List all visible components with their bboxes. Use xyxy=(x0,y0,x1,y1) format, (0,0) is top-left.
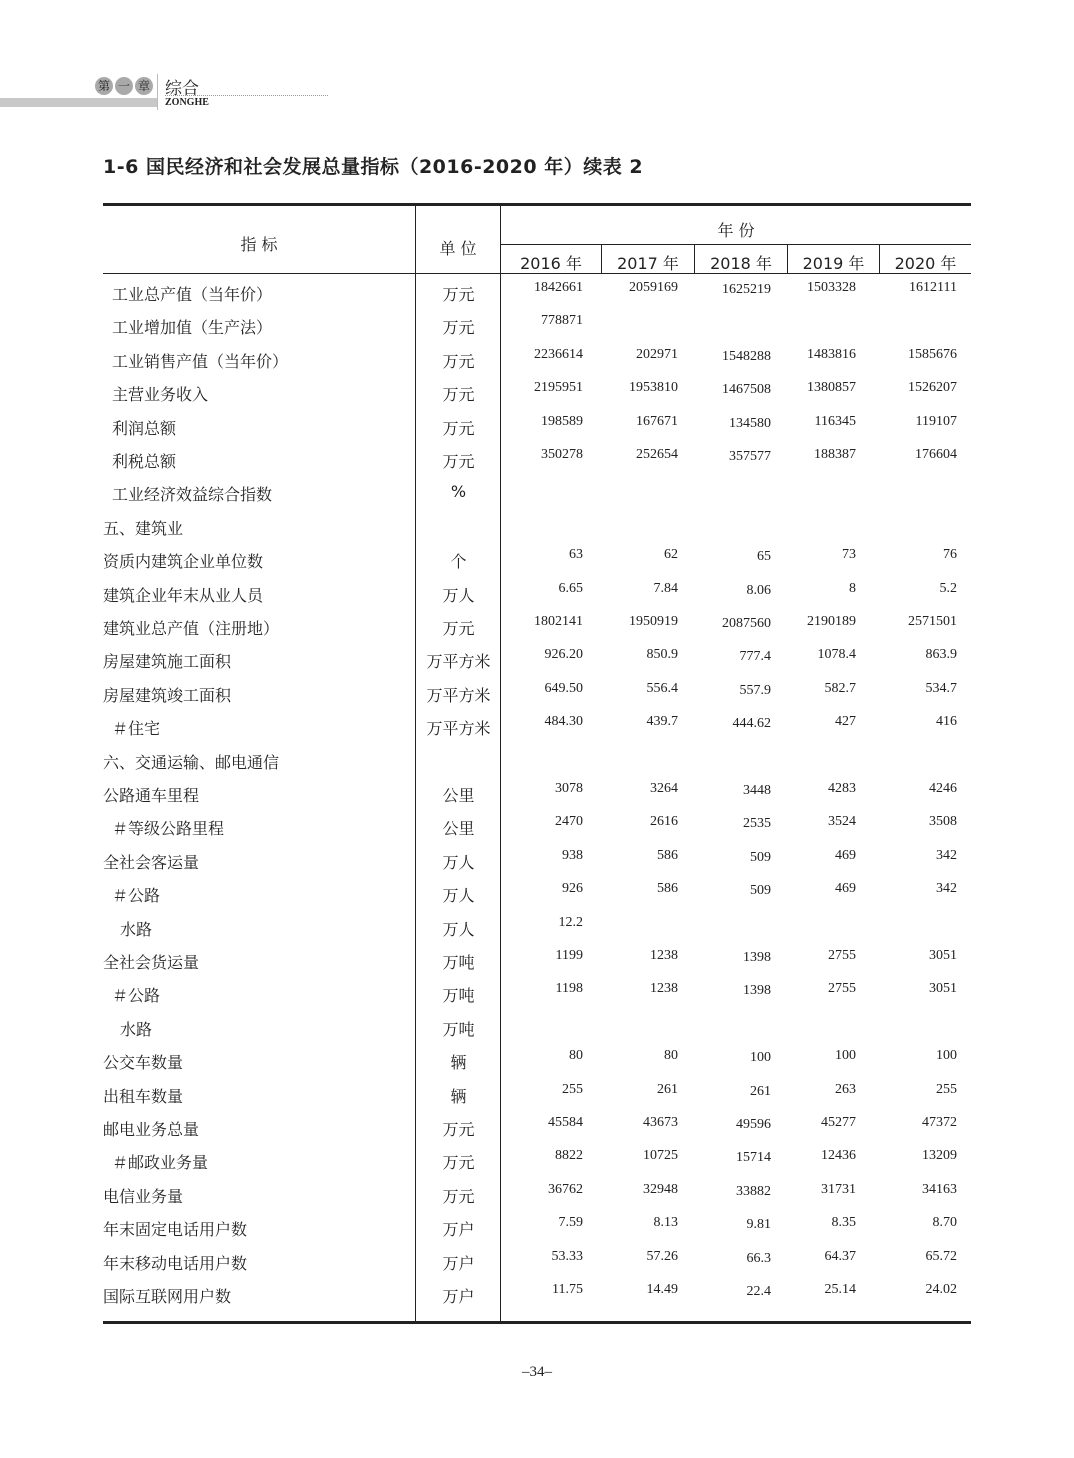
cell-value: 13209 xyxy=(922,1148,957,1164)
row-label: 工业销售产值（当年价） xyxy=(112,351,289,371)
cell-value: 7.84 xyxy=(653,580,678,596)
table-row xyxy=(103,315,971,348)
cell-value: 582.7 xyxy=(824,680,856,696)
table-row xyxy=(103,1117,971,1150)
header-bar xyxy=(0,98,157,107)
row-unit: 万元 xyxy=(442,418,475,438)
row-label: 建筑企业年末从业人员 xyxy=(103,585,264,605)
cell-value: 509 xyxy=(750,883,771,899)
row-label: 建筑业总产值（注册地） xyxy=(103,619,280,638)
cell-value: 2755 xyxy=(828,981,856,997)
row-label: 主营业务收入 xyxy=(112,385,209,405)
cell-value: 198589 xyxy=(541,413,583,429)
row-label: 工业总产值（当年价） xyxy=(112,285,273,304)
row-label: 工业增加值（生产法） xyxy=(112,318,273,338)
chapter-char: 第 xyxy=(95,77,113,95)
row-label: ＃公路 xyxy=(112,986,161,1006)
row-label: 邮电业务总量 xyxy=(103,1120,200,1139)
row-label: 五、建筑业 xyxy=(103,518,184,538)
table-row xyxy=(103,616,971,649)
cell-value: 1078.4 xyxy=(817,647,856,663)
cell-value: 8 xyxy=(849,580,856,596)
table-row xyxy=(103,680,971,716)
row-unit: 万元 xyxy=(442,1153,475,1173)
cell-value: 2571501 xyxy=(908,614,957,629)
table-row xyxy=(103,449,971,482)
cell-value: 2195951 xyxy=(534,380,583,396)
cell-value: 36762 xyxy=(548,1181,583,1197)
cell-value: 1802141 xyxy=(534,614,583,629)
cell-value: 2535 xyxy=(743,816,771,832)
column-header-year: 2018 年 xyxy=(710,254,772,273)
table-row xyxy=(103,282,971,315)
row-unit: 万元 xyxy=(442,452,475,471)
cell-value: 80 xyxy=(569,1048,583,1064)
cell-value: 2755 xyxy=(828,948,856,963)
cell-value: 100 xyxy=(936,1048,957,1064)
row-label: ＃公路 xyxy=(112,886,161,906)
column-header-year: 2020 年 xyxy=(894,254,957,273)
cell-value: 53.33 xyxy=(551,1248,583,1264)
table-row xyxy=(103,847,971,883)
row-unit: 万元 xyxy=(442,385,475,405)
cell-value: 25.14 xyxy=(824,1282,856,1297)
cell-value: 202971 xyxy=(636,346,678,362)
cell-value: 252654 xyxy=(636,447,678,462)
cell-value: 3078 xyxy=(555,781,583,796)
cell-value: 2190189 xyxy=(807,614,856,629)
table-row xyxy=(103,983,971,1016)
row-label: ＃邮政业务量 xyxy=(112,1153,209,1173)
table-row xyxy=(103,883,971,916)
table-row xyxy=(103,1217,971,1250)
cell-value: 469 xyxy=(835,881,856,897)
cell-value: 2059169 xyxy=(629,280,678,295)
row-unit: 万元 xyxy=(442,285,475,304)
cell-value: 926 xyxy=(562,881,583,897)
row-unit: 个 xyxy=(450,552,467,572)
cell-value: 43673 xyxy=(643,1115,678,1130)
column-header-indicator: 指 标 xyxy=(240,235,278,254)
cell-value: 357577 xyxy=(729,449,771,464)
row-unit: 万人 xyxy=(442,852,475,872)
year-group-rule xyxy=(500,244,971,245)
cell-value: 557.9 xyxy=(739,682,771,698)
table-row xyxy=(103,346,971,382)
cell-value: 649.50 xyxy=(544,680,583,696)
cell-value: 938 xyxy=(562,847,583,863)
row-unit: 万元 xyxy=(442,1186,475,1206)
row-label: 全社会货运量 xyxy=(103,953,200,972)
row-unit: % xyxy=(450,482,467,502)
row-unit: 万元 xyxy=(442,619,475,638)
table-row xyxy=(103,549,971,582)
cell-value: 342 xyxy=(936,881,957,897)
cell-value: 15714 xyxy=(736,1150,771,1166)
cell-value: 8.70 xyxy=(932,1215,957,1231)
cell-value: 509 xyxy=(750,849,771,865)
table-row xyxy=(103,580,971,616)
row-label: 全社会客运量 xyxy=(103,852,200,872)
page-number: –34– xyxy=(522,1364,552,1380)
table-row xyxy=(103,649,971,682)
cell-value: 1526207 xyxy=(908,380,957,396)
cell-value: 4246 xyxy=(929,781,957,796)
table-row xyxy=(103,413,971,449)
column-header-year: 2019 年 xyxy=(802,254,865,273)
table-row xyxy=(103,1150,971,1183)
cell-value: 255 xyxy=(936,1081,957,1097)
cell-value: 1585676 xyxy=(908,346,957,362)
row-label: 六、交通运输、邮电通信 xyxy=(103,752,280,772)
column-header-unit: 单 位 xyxy=(439,239,477,258)
cell-value: 2087560 xyxy=(722,616,771,631)
cell-value: 1842661 xyxy=(534,280,583,295)
cell-value: 1238 xyxy=(650,981,678,997)
cell-value: 1612111 xyxy=(909,280,957,295)
table-row xyxy=(103,382,971,415)
cell-value: 484.30 xyxy=(544,714,583,730)
cell-value: 2616 xyxy=(650,814,678,830)
row-unit: 公里 xyxy=(442,819,475,839)
row-unit: 万平方米 xyxy=(426,652,491,672)
row-label: 国际互联网用户数 xyxy=(103,1287,232,1306)
column-header-year: 2016 年 xyxy=(520,254,582,273)
row-label: 公路通车里程 xyxy=(103,786,200,805)
cell-value: 47372 xyxy=(922,1115,957,1130)
table-row xyxy=(103,816,971,849)
cell-value: 76 xyxy=(943,547,957,563)
cell-value: 1625219 xyxy=(722,282,771,297)
cell-value: 2470 xyxy=(555,814,583,830)
cell-value: 34163 xyxy=(922,1181,957,1197)
cell-value: 1398 xyxy=(743,983,771,999)
cell-value: 350278 xyxy=(541,447,583,462)
cell-value: 3264 xyxy=(650,781,678,796)
cell-value: 534.7 xyxy=(925,680,957,696)
cell-value: 65 xyxy=(757,549,771,565)
table-row xyxy=(103,1248,971,1284)
cell-value: 1548288 xyxy=(722,348,771,364)
cell-value: 1380857 xyxy=(807,380,856,396)
cell-value: 116345 xyxy=(814,413,856,429)
cell-value: 850.9 xyxy=(646,647,678,663)
row-unit: 万吨 xyxy=(442,953,475,972)
cell-value: 777.4 xyxy=(739,649,771,665)
cell-value: 586 xyxy=(657,881,678,897)
row-label: 电信业务量 xyxy=(103,1186,184,1206)
row-label: 水路 xyxy=(120,919,153,939)
table-row xyxy=(103,716,971,749)
cell-value: 1503328 xyxy=(807,280,856,295)
cell-value: 2236614 xyxy=(534,346,583,362)
cell-value: 1198 xyxy=(555,981,583,997)
table-row xyxy=(103,914,971,950)
cell-value: 5.2 xyxy=(939,580,957,596)
chapter-badge xyxy=(95,77,153,95)
cell-value: 10725 xyxy=(643,1148,678,1164)
cell-value: 31731 xyxy=(821,1181,856,1197)
table-row xyxy=(103,1181,971,1217)
cell-value: 14.49 xyxy=(646,1282,678,1297)
cell-value: 8.06 xyxy=(746,582,771,598)
section-title: 综合 xyxy=(165,79,199,99)
cell-value: 469 xyxy=(835,847,856,863)
row-unit: 万元 xyxy=(442,1120,475,1139)
cell-value: 261 xyxy=(750,1083,771,1099)
section-pinyin: ZONGHE xyxy=(165,97,209,108)
row-unit: 公里 xyxy=(442,786,475,805)
row-label: 年末固定电话用户数 xyxy=(103,1220,248,1240)
cell-value: 11.75 xyxy=(552,1282,583,1297)
chapter-char: 章 xyxy=(135,77,153,95)
cell-value: 1199 xyxy=(555,948,583,963)
table-row xyxy=(103,783,971,816)
cell-value: 1953810 xyxy=(629,380,678,396)
cell-value: 167671 xyxy=(636,413,678,429)
row-label: 出租车数量 xyxy=(103,1086,184,1106)
cell-value: 1467508 xyxy=(722,382,771,398)
row-unit: 万吨 xyxy=(442,986,475,1006)
cell-value: 134580 xyxy=(729,415,771,431)
row-unit: 万人 xyxy=(442,919,475,939)
cell-value: 63 xyxy=(569,547,583,563)
row-label: 工业经济效益综合指数 xyxy=(112,485,273,505)
cell-value: 119107 xyxy=(915,413,957,429)
cell-value: 32948 xyxy=(643,1181,678,1197)
cell-value: 66.3 xyxy=(746,1250,771,1266)
table-row xyxy=(103,516,971,549)
cell-value: 8.35 xyxy=(831,1215,856,1231)
row-label: 利税总额 xyxy=(112,452,177,471)
cell-value: 57.26 xyxy=(646,1248,678,1264)
row-unit: 万平方米 xyxy=(426,719,491,739)
table-row xyxy=(103,1081,971,1117)
cell-value: 6.65 xyxy=(558,580,583,596)
cell-value: 3051 xyxy=(929,948,957,963)
cell-value: 12436 xyxy=(821,1148,856,1164)
cell-value: 8822 xyxy=(555,1148,583,1164)
table-row xyxy=(103,1050,971,1083)
cell-value: 444.62 xyxy=(732,716,771,732)
row-label: 年末移动电话用户数 xyxy=(103,1253,248,1273)
row-unit: 万人 xyxy=(442,886,475,906)
cell-value: 427 xyxy=(835,714,856,730)
cell-value: 342 xyxy=(936,847,957,863)
row-unit: 万元 xyxy=(442,318,475,338)
cell-value: 73 xyxy=(842,547,856,563)
data-table xyxy=(103,203,971,1324)
row-unit: 万元 xyxy=(442,351,475,371)
row-unit: 万人 xyxy=(442,585,475,605)
cell-value: 3524 xyxy=(828,814,856,830)
cell-value: 65.72 xyxy=(925,1248,957,1264)
cell-value: 3508 xyxy=(929,814,957,830)
row-label: 水路 xyxy=(120,1019,153,1039)
cell-value: 100 xyxy=(750,1050,771,1066)
cell-value: 188387 xyxy=(814,447,856,462)
table-row xyxy=(103,1284,971,1317)
row-unit: 万户 xyxy=(442,1253,475,1273)
table-row xyxy=(103,950,971,983)
header-dotted-rule xyxy=(165,95,328,96)
row-unit: 辆 xyxy=(450,1086,467,1106)
cell-value: 7.59 xyxy=(558,1215,583,1231)
row-label: 房屋建筑竣工面积 xyxy=(103,685,232,705)
cell-value: 1398 xyxy=(743,950,771,965)
cell-value: 1950919 xyxy=(629,614,678,629)
cell-value: 49596 xyxy=(736,1117,771,1132)
cell-value: 3051 xyxy=(929,981,957,997)
table-row xyxy=(103,482,971,515)
cell-value: 556.4 xyxy=(646,680,678,696)
cell-value: 22.4 xyxy=(746,1284,771,1299)
cell-value: 926.20 xyxy=(544,647,583,663)
cell-value: 4283 xyxy=(828,781,856,796)
table-row xyxy=(103,750,971,783)
row-unit: 万平方米 xyxy=(426,685,491,705)
row-unit: 万户 xyxy=(442,1220,475,1240)
cell-value: 263 xyxy=(835,1081,856,1097)
row-label: 利润总额 xyxy=(112,418,177,438)
cell-value: 586 xyxy=(657,847,678,863)
cell-value: 1238 xyxy=(650,948,678,963)
row-label: 公交车数量 xyxy=(103,1053,184,1073)
cell-value: 64.37 xyxy=(824,1248,856,1264)
row-unit: 万吨 xyxy=(442,1019,475,1039)
cell-value: 1483816 xyxy=(807,346,856,362)
table-title: 1-6 国民经济和社会发展总量指标（2016-2020 年）续表 2 xyxy=(103,156,644,178)
header-divider xyxy=(157,74,158,110)
cell-value: 45584 xyxy=(548,1115,583,1130)
cell-value: 33882 xyxy=(736,1183,771,1199)
column-header-year: 2017 年 xyxy=(617,254,679,273)
cell-value: 176604 xyxy=(915,447,957,462)
cell-value: 8.13 xyxy=(653,1215,678,1231)
column-header-year-group: 年 份 xyxy=(717,221,755,240)
row-label: 房屋建筑施工面积 xyxy=(103,652,232,672)
cell-value: 12.2 xyxy=(558,914,583,930)
chapter-char: 一 xyxy=(115,77,133,95)
cell-value: 3448 xyxy=(743,783,771,798)
cell-value: 439.7 xyxy=(646,714,678,730)
cell-value: 24.02 xyxy=(925,1282,957,1297)
cell-value: 261 xyxy=(657,1081,678,1097)
row-unit: 万户 xyxy=(442,1287,475,1306)
row-label: ＃等级公路里程 xyxy=(112,819,225,839)
table-row xyxy=(103,1017,971,1050)
cell-value: 100 xyxy=(835,1048,856,1064)
cell-value: 9.81 xyxy=(746,1217,771,1233)
cell-value: 45277 xyxy=(821,1115,856,1130)
cell-value: 255 xyxy=(562,1081,583,1097)
cell-value: 778871 xyxy=(541,313,583,329)
row-label: ＃住宅 xyxy=(112,719,161,739)
row-unit: 辆 xyxy=(450,1053,467,1073)
cell-value: 863.9 xyxy=(925,647,957,663)
cell-value: 80 xyxy=(664,1048,678,1064)
cell-value: 62 xyxy=(664,547,678,563)
row-label: 资质内建筑企业单位数 xyxy=(103,552,264,572)
cell-value: 416 xyxy=(936,714,957,730)
